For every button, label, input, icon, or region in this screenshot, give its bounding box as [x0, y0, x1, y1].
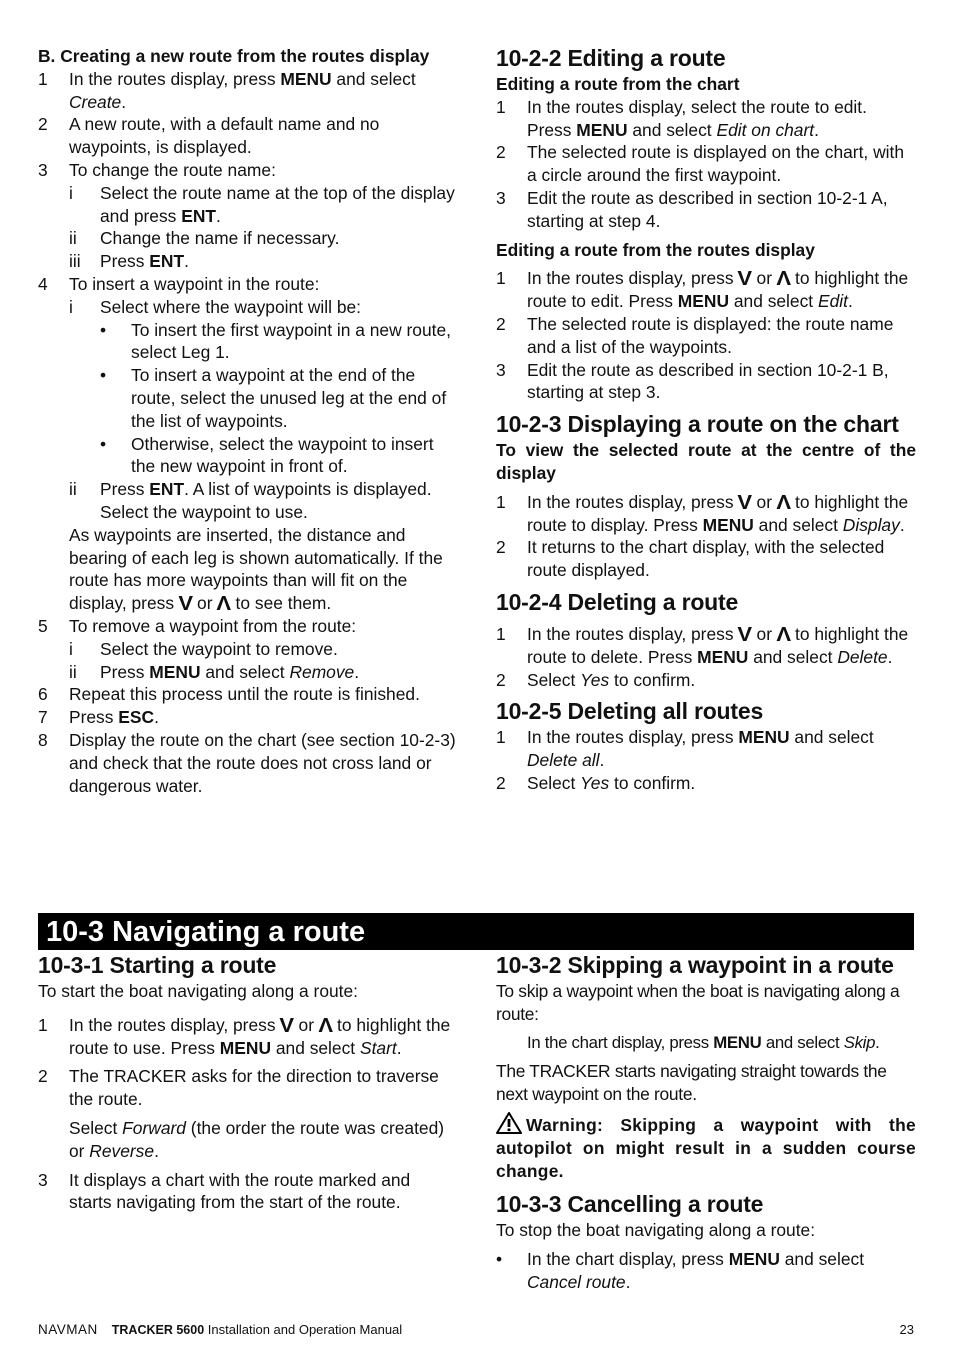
up-arrow-icon: Λ [318, 1014, 333, 1037]
list-item: 1 In the routes display, select the route to edit. Press MENU and select Edit on chart. [496, 96, 867, 140]
list-item: 2 The selected route is displayed on the chart, with a circle around the first waypoint. [496, 142, 905, 186]
heading-deleting-all: 10-2-5 Deleting all routes [496, 698, 764, 725]
right-column [496, 44, 916, 795]
warning-icon [496, 1112, 522, 1134]
list-item: 1 In the routes display, press V or Λ to highlight the route to display. Press MENU and select Display. [496, 491, 909, 535]
list-item: 8 Display the route on the chart (see section 10-2-3) and check that the route does not cross land or dangerous water. [38, 729, 456, 796]
subheading-edit-display: Editing a route from the routes display [496, 239, 815, 260]
bullet-item: • Otherwise, select the waypoint to insert the new waypoint in front of. [100, 433, 434, 477]
list-item: 3 To change the route name: [38, 159, 276, 180]
list-item: 6 Repeat this process until the route is finished. [38, 684, 420, 705]
heading-skipping-waypoint: 10-3-2 Skipping a waypoint in a route [496, 952, 894, 978]
skip-instruction: In the chart display, press MENU and select Skip. [527, 1032, 880, 1052]
section-banner: 10-3 Navigating a route [38, 913, 914, 950]
page-number: 23 [899, 1322, 914, 1337]
up-arrow-icon: Λ [216, 593, 232, 616]
start-route-section [38, 951, 456, 1214]
cancel-intro: To stop the boat navigating along a route: [496, 1220, 816, 1241]
bullet-item: • In the chart display, press MENU and select Cancel route. [496, 1249, 865, 1292]
section-b-title: B. Creating a new route from the routes display [38, 46, 430, 66]
list-item: 1 In the routes display, press V or Λ to highlight the route to edit. Press MENU and select Edit. [496, 268, 909, 312]
heading-starting-route: 10-3-1 Starting a route [38, 952, 277, 978]
list-item: 2 It returns to the chart display, with the selected route displayed. [496, 537, 885, 581]
list-item: 2 A new route, with a default name and no waypoints, is displayed. [38, 114, 380, 158]
list-item: 1 In the routes display, press V or Λ to highlight the route to delete. Press MENU and select Delete. [496, 623, 909, 667]
heading-editing-route: 10-2-2 Editing a route [496, 45, 726, 71]
up-arrow-icon: Λ [776, 623, 791, 646]
navman-logo: NAVMAN [38, 1322, 98, 1337]
down-arrow-icon: V [178, 593, 193, 616]
footer-title: Installation and Operation Manual [204, 1322, 403, 1337]
list-item: iii Press ENT. [69, 251, 189, 272]
skip-cancel-section [496, 951, 916, 1294]
list-item: i Select where the waypoint will be: [69, 296, 361, 317]
skip-after: The TRACKER starts navigating straight towards the next waypoint on the route. [496, 1061, 887, 1105]
warning-note: Warning: Skipping a waypoint with the autopilot on might result in a sudden course change. [496, 1112, 916, 1182]
up-arrow-icon: Λ [776, 268, 791, 291]
list-item: ii Press ENT. A list of waypoints is displayed. Select the waypoint to use. [69, 479, 432, 522]
list-item: 2 The TRACKER asks for the direction to traverse the route. [38, 1066, 439, 1110]
list-item: 2 Select Yes to confirm. [496, 772, 696, 793]
page-footer [38, 1321, 914, 1339]
direction-note: Select Forward (the order the route was created) or Reverse. [69, 1117, 445, 1161]
subheading-view-route: To view the selected route at the centre of the display [496, 440, 916, 483]
down-arrow-icon: V [737, 491, 753, 514]
list-item: 1 In the routes display, press V or Λ to highlight the route to use. Press MENU and select Start. [38, 1014, 451, 1058]
heading-deleting-route: 10-2-4 Deleting a route [496, 588, 739, 615]
waypoint-note: As waypoints are inserted, the distance and bearing of each leg is shown automatically. If the route has more waypoints than will fit on the display, press V or Λ to see them. [69, 524, 443, 616]
list-item: 3 Edit the route as described in section 10-2-1 B, starting at step 3. [496, 359, 889, 403]
bullet-item: • To insert a waypoint at the end of the route, select the unused leg at the end of the list of waypoints. [100, 365, 447, 431]
list-item: 3 Edit the route as described in section 10-2-1 A, starting at step 4. [496, 187, 888, 231]
down-arrow-icon: V [279, 1014, 295, 1037]
left-column [38, 45, 456, 797]
down-arrow-icon: V [737, 268, 753, 291]
list-item: 5 To remove a waypoint from the route: [38, 615, 357, 636]
subheading-edit-chart: Editing a route from the chart [496, 74, 740, 94]
list-item: 2 The selected route is displayed: the route name and a list of the waypoints. [496, 313, 894, 357]
list-item: i Select the waypoint to remove. [69, 638, 338, 659]
list-item: ii Press MENU and select Remove. [69, 661, 360, 682]
list-item: ii Change the name if necessary. [69, 228, 340, 249]
list-item: 4 To insert a waypoint in the route: [38, 273, 320, 294]
list-item: i Select the route name at the top of the display and press ENT. [69, 182, 455, 226]
skip-intro: To skip a waypoint when the boat is navigating along a route: [496, 981, 900, 1024]
down-arrow-icon: V [737, 623, 753, 646]
list-item: 7 Press ESC. [38, 707, 159, 728]
start-intro: To start the boat navigating along a route: [38, 981, 359, 1001]
list-item: 1 In the routes display, press MENU and select Delete all. [496, 727, 874, 771]
list-item: 2 Select Yes to confirm. [496, 669, 696, 690]
list-item: 3 It displays a chart with the route marked and starts navigating from the start of the route. [38, 1169, 411, 1213]
heading-cancelling-route: 10-3-3 Cancelling a route [496, 1191, 764, 1218]
heading-displaying-route: 10-2-3 Displaying a route on the chart [496, 411, 899, 438]
list-item: 1 In the routes display, press MENU and select Create. [38, 68, 416, 112]
bullet-item: • To insert the first waypoint in a new route, select Leg 1. [100, 319, 451, 363]
footer-model: TRACKER 5600 [111, 1323, 205, 1337]
up-arrow-icon: Λ [776, 491, 791, 514]
